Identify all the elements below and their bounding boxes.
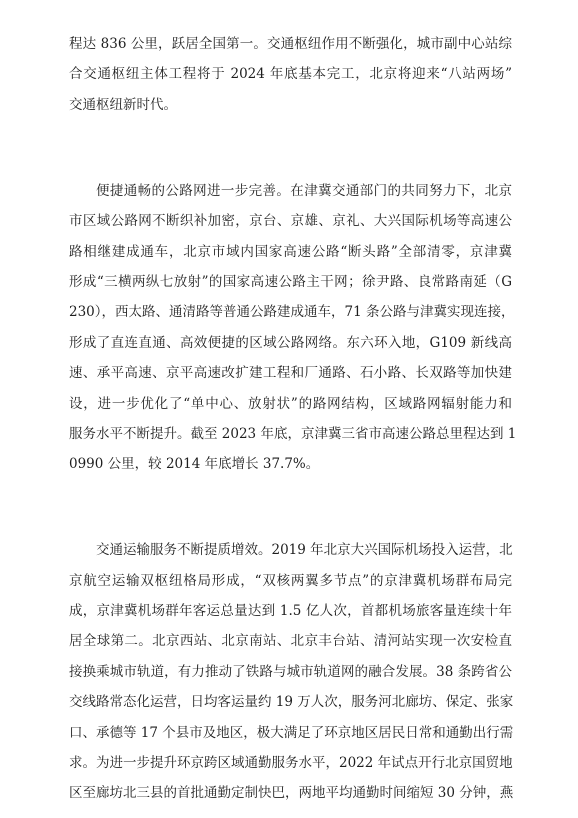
text-line: 京航空运输双枢纽格局形成，“双核两翼多节点”的京津冀机场群布局完 <box>69 572 512 589</box>
paragraph-transport-services <box>69 535 512 809</box>
document-page <box>69 29 517 809</box>
text-line: 230），西太路、通清路等普通公路建成通车，71 条公路与津冀实现连接， <box>69 304 515 321</box>
text-line: 求。为进一步提升环京跨区域通勤服务水平，2022 年试点开行北京国贸地 <box>69 755 513 771</box>
text-line: 接换乘城市轨道，有力推动了铁路与城市轨道网的融合发展。38 条跨省公 <box>69 663 512 680</box>
text-line: 速、承平高速、京平高速改扩建工程和厂通路、石小路、长双路等加快建 <box>69 365 512 382</box>
text-line: 形成“三横两纵七放射”的国家高速公路主干网；徐尹路、良常路南延（G <box>69 273 512 290</box>
paragraph-airport-hub <box>69 29 512 120</box>
text-line: 形成了直连直通、高效便捷的区域公路网络。东六环入地，G109 新线高 <box>69 334 512 351</box>
text-line: 交线路常态化运营，日均客运量约 19 万人次，服务河北廊坊、保定、张家 <box>69 694 514 711</box>
text-line: 市区域公路网不断织补加密，京台、京雄、京礼、大兴国际机场等高速公 <box>69 213 512 230</box>
text-line: 居全球第二。北京西站、北京南站、北京丰台站、清河站实现一次安检直 <box>69 633 512 650</box>
text-line: 程达 836 公里，跃居全国第一。交通枢纽作用不断强化，城市副中心站综 <box>69 36 512 52</box>
paragraph-highway-network <box>69 176 517 480</box>
text-line: 服务水平不断提升。截至 2023 年底，京津冀三省市高速公路总里程达到 1 <box>69 425 517 442</box>
text-line: 交通枢纽新时代。 <box>69 96 177 113</box>
text-line: 设，进一步优化了“单中心、放射状”的路网结构，区域路网辐射能力和 <box>69 395 512 412</box>
text-line: 路相继建成通车，北京市域内国家高速公路“断头路”全部清零，京津冀 <box>69 243 512 260</box>
text-line: 区至廊坊北三县的首批通勤定制快巴，两地平均通勤时间缩短 30 分钟，燕 <box>69 785 514 802</box>
text-line: 0990 公里，较 2014 年底增长 37.7%。 <box>69 456 320 473</box>
text-line: 合交通枢纽主体工程将于 2024 年底基本完工，北京将迎来“八站两场” <box>69 66 512 83</box>
text-line: 口、承德等 17 个县市及地区，极大满足了环京地区居民日常和通勤出行需 <box>69 724 514 741</box>
text-line: 便捷通畅的公路网进一步完善。在津冀交通部门的共同努力下，北京 <box>96 182 512 199</box>
text-line: 交通运输服务不断提质增效。2019 年北京大兴国际机场投入运营，北 <box>96 542 513 559</box>
text-line: 成，京津冀机场群年客运总量达到 1.5 亿人次，首都机场旅客量连续十年 <box>69 603 512 620</box>
